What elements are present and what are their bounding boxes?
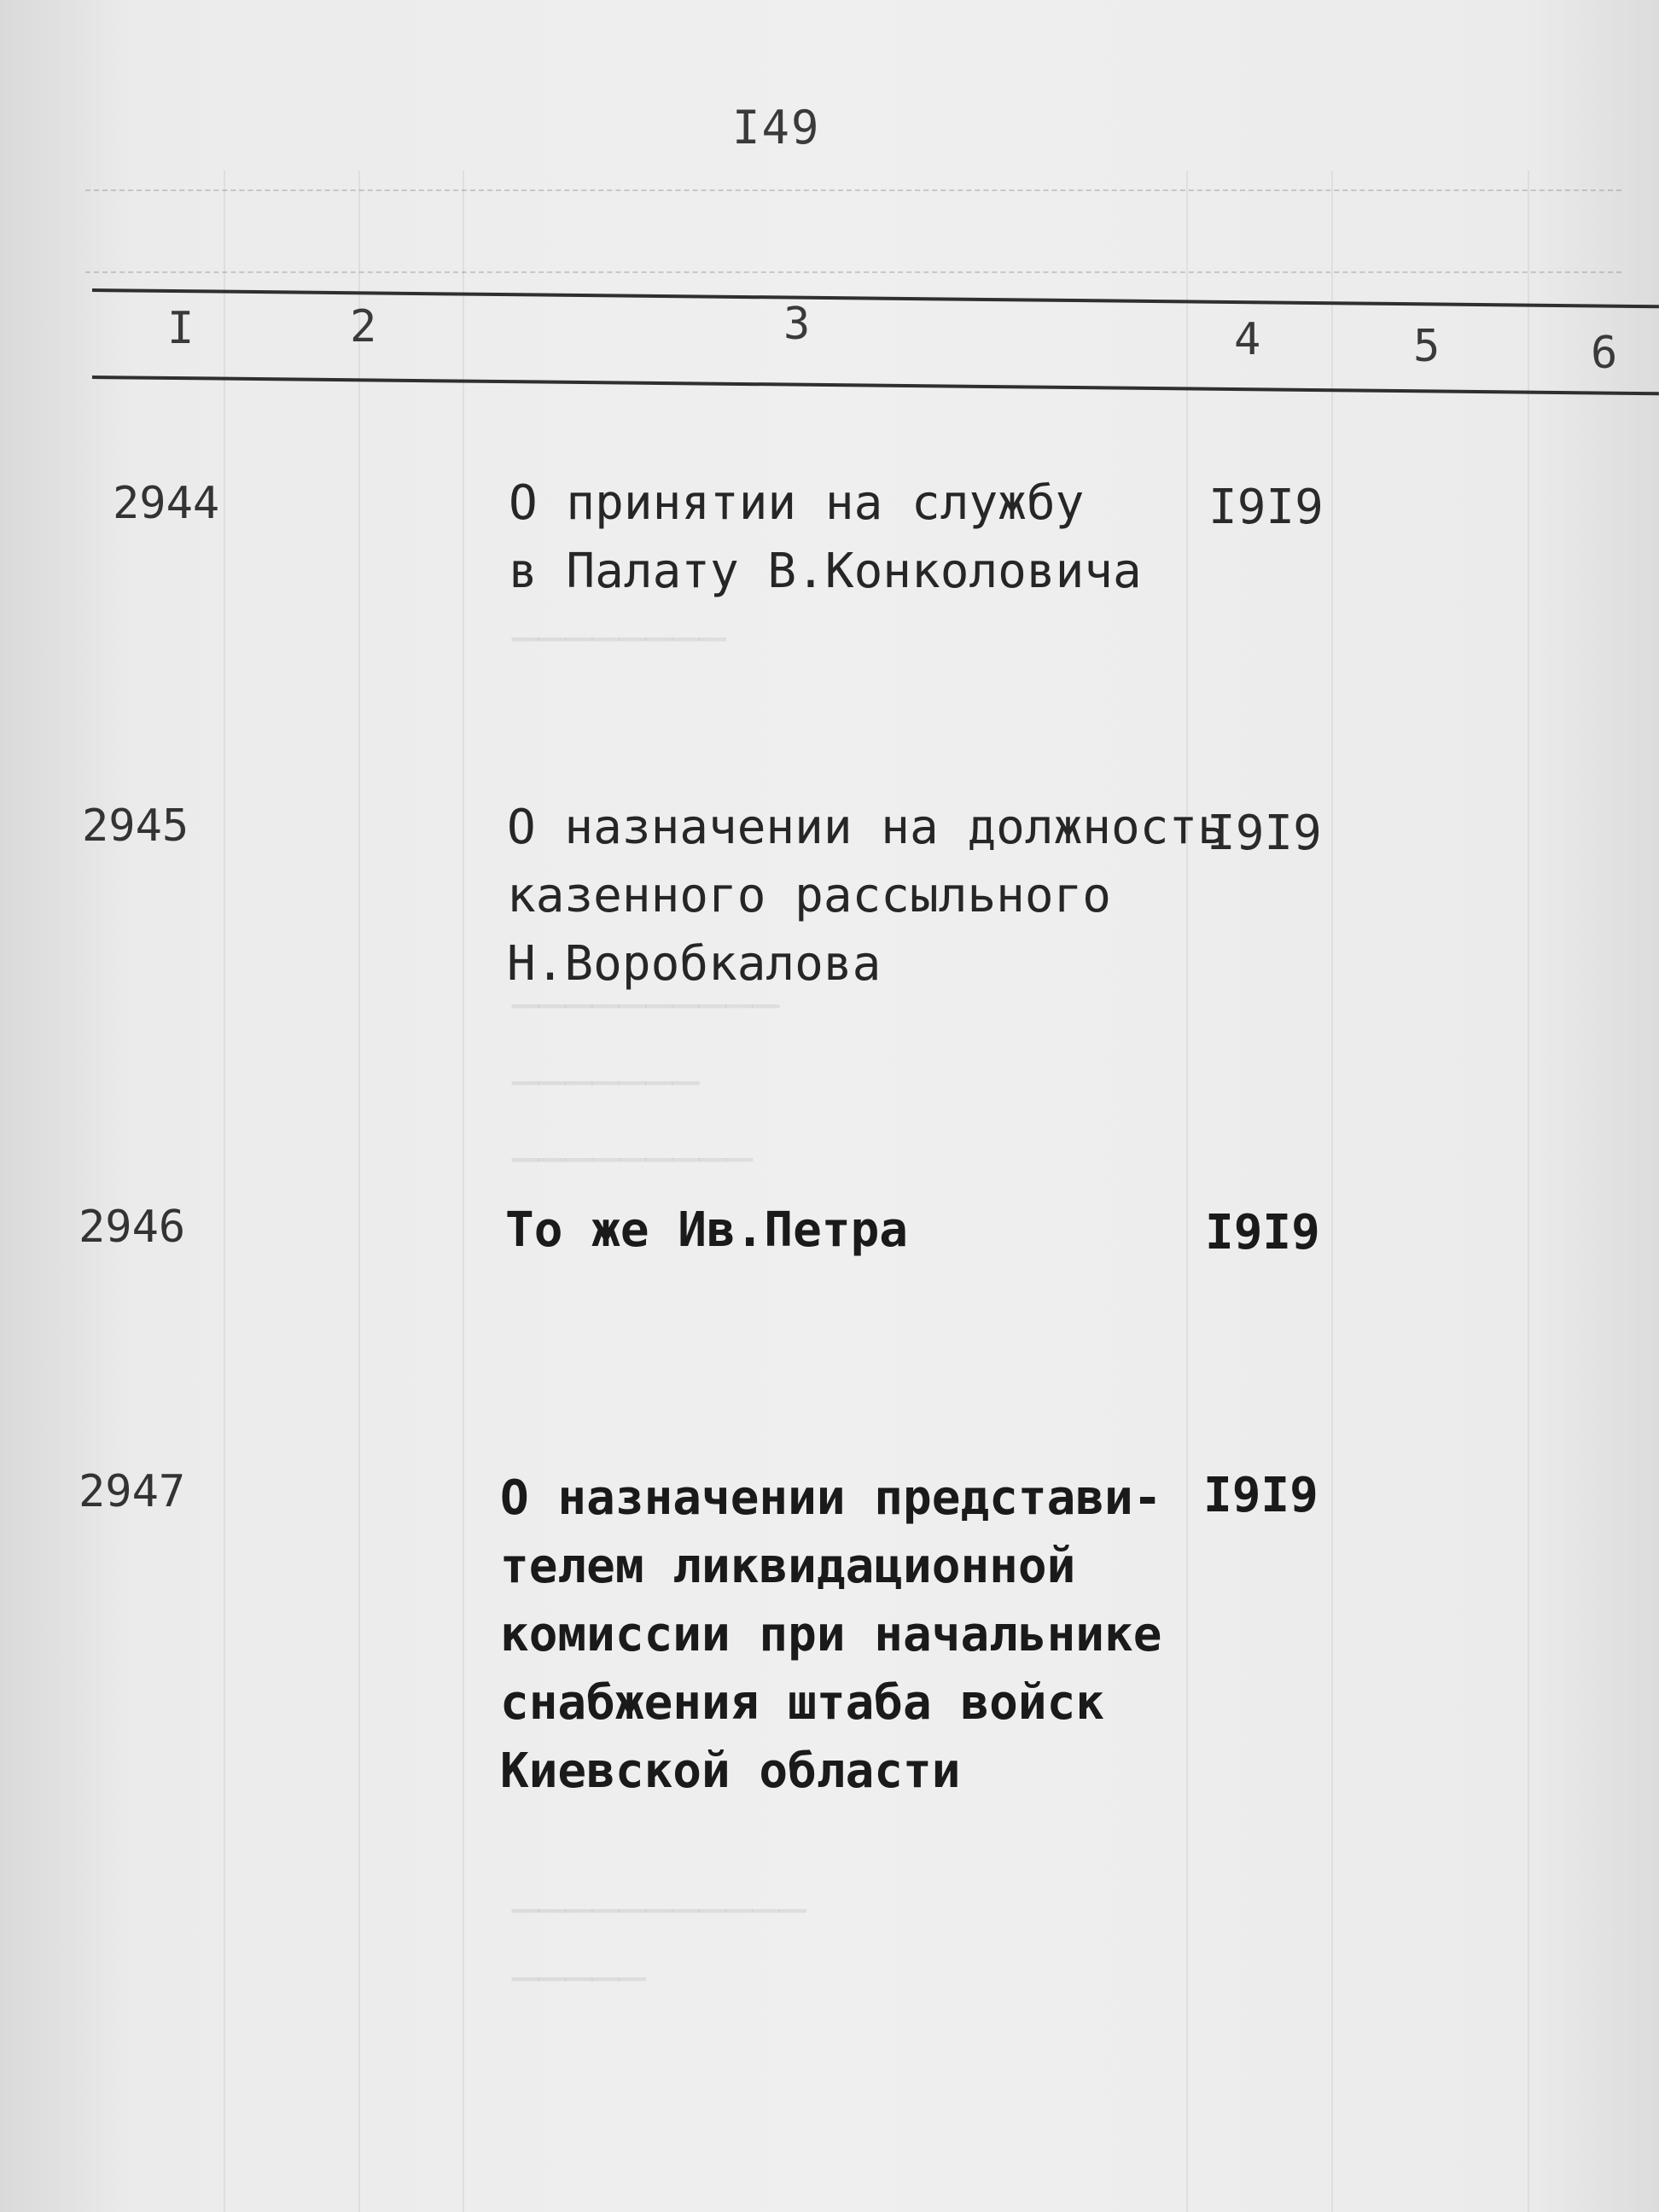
record-year: I9I9 (1208, 480, 1324, 535)
bleed-through-text: ───────── (512, 1135, 753, 1186)
record-number: 2944 (113, 478, 220, 529)
record-description (505, 1196, 908, 1265)
bleed-through-text: ──────── (512, 614, 726, 666)
record-number: 2946 (79, 1202, 186, 1253)
description-line: телем ликвидационной (500, 1539, 1076, 1594)
bleed-through-text: ────────── (512, 981, 780, 1033)
description-line: Киевской области (500, 1743, 961, 1799)
record-description (500, 1464, 1161, 1806)
description-line: Н.Воробкалова (507, 936, 882, 992)
record-description (507, 794, 1226, 998)
column-rule (1528, 171, 1529, 2212)
description-line: снабжения штаба войск (500, 1675, 1105, 1731)
record-year: I9I9 (1205, 1205, 1320, 1260)
description-line: То же Ив.Петра (505, 1202, 909, 1258)
bleed-through-line (85, 189, 1621, 191)
description-line: О назначении на должность (507, 800, 1226, 855)
header-bottom-rule (92, 375, 1659, 395)
description-line: в Палату В.Конколовича (509, 544, 1142, 599)
column-header-4: 4 (1234, 314, 1261, 365)
description-line: комиссии при начальнике (500, 1607, 1162, 1662)
bleed-through-text: ─────────── (512, 1886, 806, 1937)
column-rule (358, 171, 360, 2212)
column-rule (1331, 171, 1333, 2212)
bleed-through-text: ─────── (512, 1058, 700, 1109)
column-header-1: I (167, 303, 195, 354)
page-number: I49 (732, 101, 821, 154)
column-rule (1186, 171, 1188, 2212)
column-header-3: 3 (783, 299, 811, 350)
column-header-6: 6 (1591, 328, 1618, 379)
record-description (509, 469, 1142, 606)
column-header-5: 5 (1413, 321, 1441, 372)
record-year: I9I9 (1203, 1468, 1318, 1523)
bleed-through-line (85, 271, 1621, 273)
column-rule (463, 171, 464, 2212)
description-line: О назначении представи- (500, 1470, 1162, 1526)
record-number: 2947 (79, 1466, 186, 1517)
column-header-2: 2 (350, 301, 377, 352)
column-rule (224, 171, 225, 2212)
record-number: 2945 (82, 800, 189, 852)
bleed-through-text: ───── (512, 1954, 646, 2005)
header-top-rule (92, 288, 1659, 308)
description-line: О принятии на службу (509, 475, 1085, 531)
record-year: I9I9 (1207, 806, 1322, 861)
description-line: казенного рассыльного (507, 868, 1112, 923)
